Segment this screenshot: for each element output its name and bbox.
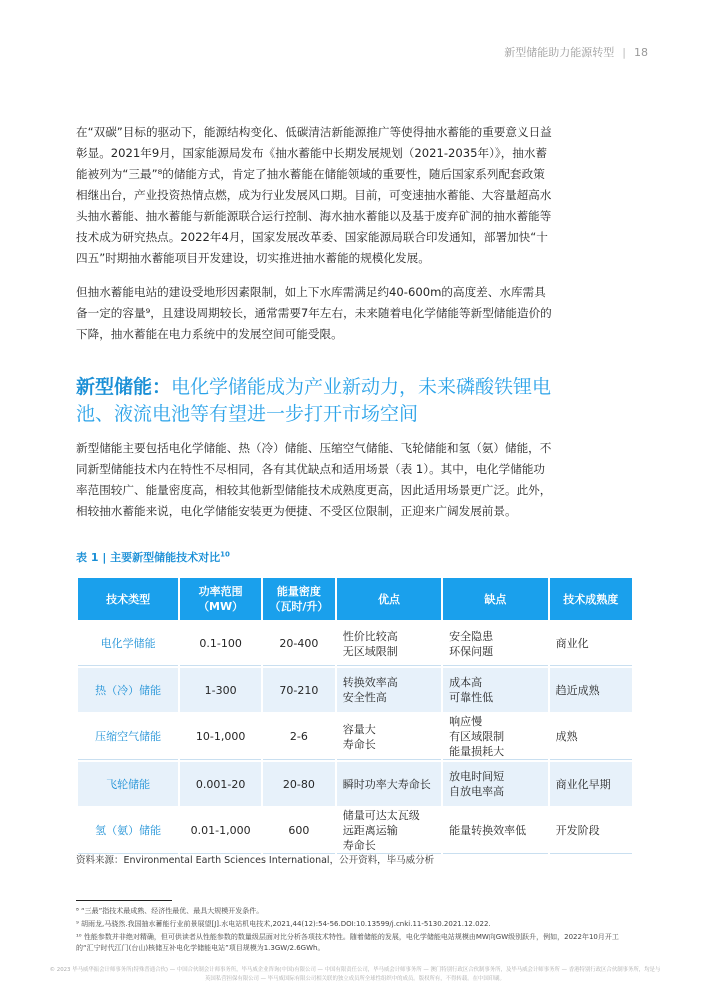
cell-pros: 容量大 寿命长 [337,714,441,760]
table-caption-footnote-ref: 10 [220,550,230,559]
cell-maturity: 趋近成熟 [550,668,632,712]
header-separator: | [622,45,626,59]
table-row [78,668,632,712]
footnotes [76,906,636,956]
section-title-rest: 电化学储能成为产业新动力，未来磷酸铁锂电池、液流电池等有望进一步打开市场空间 [76,376,552,425]
cell-density: 70-210 [263,668,335,712]
table-caption-text: 表 1 | 主要新型储能技术对比 [76,551,221,564]
footnote-8: ⁸ “三最”指技术最成熟、经济性最优、最具大规模开发条件。 [76,907,264,915]
cell-power: 0.01-1,000 [180,808,261,854]
running-header [504,44,648,60]
cell-cons: 成本高 可靠性低 [443,668,547,712]
cell-maturity: 成熟 [550,714,632,760]
cell-type: 热（冷）储能 [78,668,178,712]
header-title: 新型储能助力能源转型 [504,46,615,59]
header-density: 能量密度 （瓦时/升） [263,578,335,620]
footnote-10: ¹⁰ 性能参数并非绝对精确，但可供读者从性能参数的数量级层面对比分析各项技术特性。随着储能的发展，电化学储能电站规模由MW向GW级别跃升，例如，2022年10月开工的“汇宁时代江门(台山)核储互补电化学储能电站”项目规模为1.3GW/2.6GWh。 [76,933,619,952]
cell-maturity: 商业化早期 [550,762,632,806]
table-caption [76,549,230,565]
section-title [76,374,556,428]
table-row [78,622,632,666]
cell-cons: 响应慢 有区域限制 能量损耗大 [443,714,547,760]
cell-pros: 性价比较高 无区域限制 [337,622,441,666]
copyright-notice: © 2023 毕马威华振会计师事务所(特殊普通合伙) — 中国合伙制会计师事务所，毕马威企业咨询(中国)有限公司 — 中国有限责任公司，毕马威会计师事务所 — 澳门特别行政区合伙制事务所，及毕马威会计师事务所 — 香港特别行政区合伙制事务所，均是与英国私营担保有限公司 — 毕马威国际有限公司相关联的独立成员所全球性组织中的成员。版权所有，不得转载。在中国印刷。 [49,967,661,982]
storage-comparison-table [76,576,634,856]
cell-type: 飞轮储能 [78,762,178,806]
cell-maturity: 开发阶段 [550,808,632,854]
cell-cons: 能量转换效率低 [443,808,547,854]
footnote-divider [76,900,172,901]
table-row [78,808,632,854]
cell-cons: 放电时间短 自放电率高 [443,762,547,806]
cell-pros: 储量可达太瓦级 远距离运输 寿命长 [337,808,441,854]
cell-pros: 转换效率高 安全性高 [337,668,441,712]
table-row [78,762,632,806]
header-power: 功率范围 （MW） [180,578,261,620]
page-number: 18 [634,45,648,59]
cell-pros: 瞬时功率大寿命长 [337,762,441,806]
header-cons: 缺点 [443,578,547,620]
cell-cons: 安全隐患 环保问题 [443,622,547,666]
cell-power: 1-300 [180,668,261,712]
table-body [78,622,632,854]
paragraph-new-storage-overview: 新型储能主要包括电化学储能、热（冷）储能、压缩空气储能、飞轮储能和氢（氨）储能，不同新型储能技术内在特性不尽相同，各有其优缺点和适用场景（表 1）。其中，电化学储能功率范围较广、能量密度高，相较其他新型储能技术成熟度更高，因此适用场景更广泛。此外，相较抽水蓄能来说，电化学储能安装更为便捷、不受区位限制，正迎来广阔发展前景。 [76,441,552,518]
section-title-lead: 新型储能： [76,376,172,398]
cell-type: 电化学储能 [78,622,178,666]
table-header-row [78,578,632,620]
cell-power: 10-1,000 [180,714,261,760]
paragraph-pumped-storage-policy: 在“双碳”目标的驱动下，能源结构变化、低碳清洁新能源推广等使得抽水蓄能的重要意义日益彰显。2021年9月，国家能源局发布《抽水蓄能中长期发展规划（2021-2035年）》，抽水蓄能被列为“三最”⁸的储能方式，肯定了抽水蓄能在储能领域的重要性，随后国家系列配套政策相继出台，产业投资热情点燃，成为行业发展风口期。目前，可变速抽水蓄能、大容量超高水头抽水蓄能、抽水蓄能与新能源联合运行控制、海水抽水蓄能以及基于废弃矿洞的抽水蓄能等技术成为研究热点。2022年4月，国家发展改革委、国家能源局联合印发通知，部署加快“十四五”时期抽水蓄能项目开发建设，切实推进抽水蓄能的规模化发展。 [76,125,552,265]
cell-power: 0.1-100 [180,622,261,666]
footnote-9: ⁹ 胡雨龙,马骁然.我国抽水蓄能行业前景展望[J].水电站机电技术,2021,44(12):54-56.DOI:10.13599/j.cnki.11-5130.2021.12.022. [76,920,491,928]
table-row [78,714,632,760]
cell-type: 压缩空气储能 [78,714,178,760]
header-maturity: 技术成熟度 [550,578,632,620]
cell-density: 600 [263,808,335,854]
paragraph-pumped-storage-limits: 但抽水蓄能电站的建设受地形因素限制，如上下水库需满足约40-600m的高度差、水库需具备一定的容量⁹，且建设周期较长，通常需要7年左右，未来随着电化学储能等新型储能造价的下降，抽水蓄能在电力系统中的发展空间可能受限。 [76,285,552,341]
source-note: 资料来源：Environmental Earth Sciences International，公开资料，毕马威分析 [76,855,435,866]
cell-density: 20-80 [263,762,335,806]
cell-density: 2-6 [263,714,335,760]
cell-power: 0.001-20 [180,762,261,806]
cell-density: 20-400 [263,622,335,666]
cell-type: 氢（氨）储能 [78,808,178,854]
header-type: 技术类型 [78,578,178,620]
header-pros: 优点 [337,578,441,620]
cell-maturity: 商业化 [550,622,632,666]
